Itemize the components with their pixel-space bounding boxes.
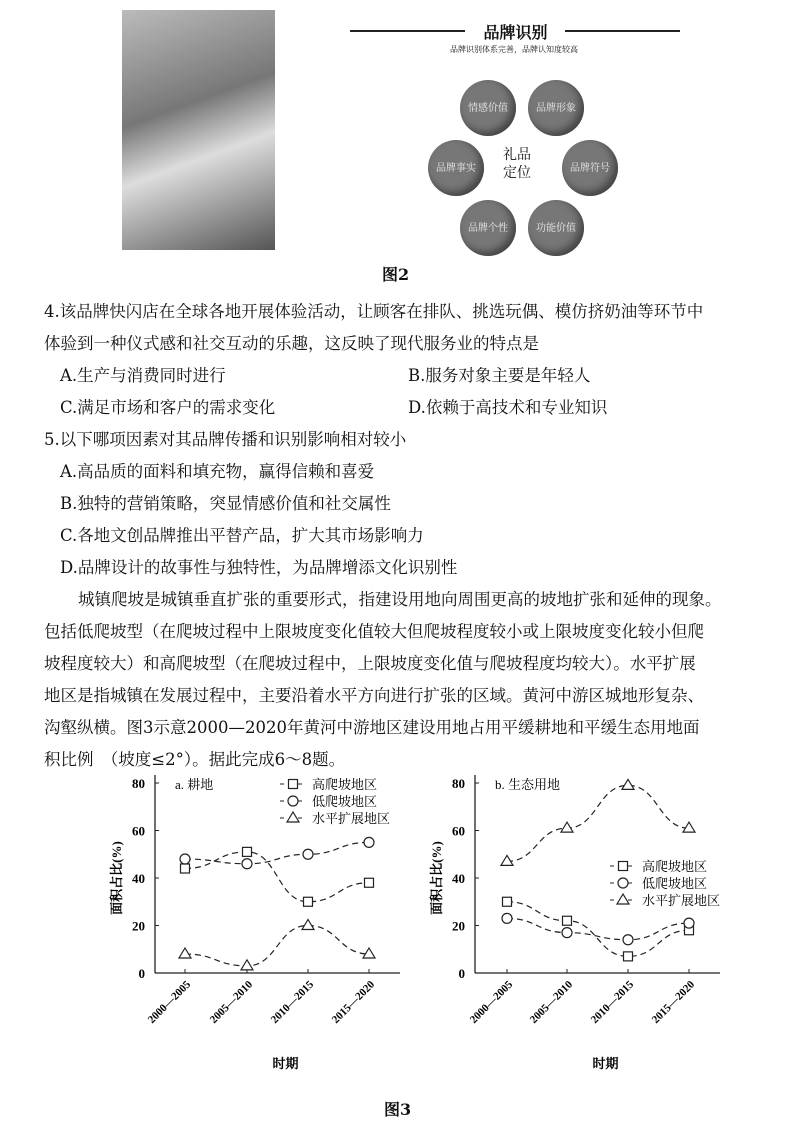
- series-line-square: [507, 902, 689, 957]
- data-point-square: [365, 878, 374, 887]
- data-point-triangle: [683, 822, 695, 832]
- brand-diagram: [350, 18, 680, 258]
- q4-stem: 体验到一种仪式感和社交互动的乐趣，这反映了现代服务业的特点是: [44, 334, 539, 353]
- y-tick-label: 20: [452, 918, 465, 934]
- data-point-triangle: [622, 779, 634, 789]
- legend-label: 高爬坡地区: [312, 777, 378, 792]
- y-tick-label: 40: [132, 871, 145, 886]
- data-point-circle: [364, 837, 374, 847]
- data-point-square: [304, 897, 313, 906]
- data-point-circle: [303, 849, 313, 859]
- legend-marker-square: [289, 780, 298, 789]
- data-point-square: [624, 952, 633, 961]
- data-point-square: [563, 916, 572, 925]
- y-tick-label: 80: [132, 776, 145, 791]
- passage-line: 城镇爬坡是城镇垂直扩张的重要形式，指建设用地向周围更高的坡地扩张和延伸的现象。: [78, 590, 722, 609]
- y-axis-label: 面积占比(%): [109, 841, 124, 915]
- x-tick-label: 2005—2010: [527, 978, 576, 1027]
- node-brand-personality: 品牌个性: [460, 200, 516, 256]
- q5-stem: 5.以下哪项因素对其品牌传播和识别影响相对较小: [44, 430, 407, 449]
- x-tick-label: 2000—2005: [145, 978, 194, 1027]
- data-point-triangle: [501, 855, 513, 865]
- legend-label: 水平扩展地区: [312, 811, 391, 826]
- legend-marker-triangle: [617, 894, 629, 904]
- chart-title: b. 生态用地: [495, 777, 561, 792]
- data-point-square: [181, 864, 190, 873]
- y-tick-label: 0: [138, 966, 145, 981]
- q5-option-a: A.高品质的面料和填充物，赢得信赖和喜爱: [60, 462, 375, 481]
- legend-marker-circle: [618, 878, 628, 888]
- figure3-charts: [0, 760, 800, 1090]
- data-point-triangle: [561, 822, 573, 832]
- data-point-square: [503, 897, 512, 906]
- data-point-circle: [180, 854, 190, 864]
- figure2-caption: 图2: [382, 265, 410, 284]
- y-tick-label: 80: [452, 776, 465, 791]
- x-tick-label: 2015—2020: [649, 978, 698, 1027]
- diagram-subtitle: 品牌识别体系完善，品牌认知度较高: [450, 45, 578, 54]
- node-brand-symbol: 品牌符号: [562, 140, 618, 196]
- data-point-circle: [684, 918, 694, 928]
- data-point-triangle: [179, 948, 191, 958]
- data-point-circle: [562, 928, 572, 938]
- x-tick-label: 2010—2015: [588, 978, 637, 1027]
- q4-stem: 4.该品牌快闪店在全球各地开展体验活动，让顾客在排队、挑选玩偶、模仿挤奶油等环节中: [44, 302, 704, 321]
- flower-doll-photo: [122, 10, 275, 250]
- x-tick-label: 2015—2020: [329, 978, 378, 1027]
- node-emotional-value: 情感价值: [460, 80, 516, 136]
- series-line-triangle: [507, 785, 689, 861]
- y-tick-label: 0: [458, 966, 465, 981]
- data-point-circle: [502, 913, 512, 923]
- series-line-circle: [507, 918, 689, 939]
- data-point-triangle: [302, 920, 314, 930]
- divider: [565, 30, 680, 32]
- x-tick-label: 2005—2010: [207, 978, 256, 1027]
- passage-line: 包括低爬坡型（在爬坡过程中上限坡度变化值较大但爬坡程度较小或上限坡度变化较小但爬: [44, 622, 704, 641]
- series-line-triangle: [185, 926, 369, 966]
- divider: [350, 30, 465, 32]
- y-tick-label: 60: [132, 823, 145, 839]
- q5-option-d: D.品牌设计的故事性与独特性，为品牌增添文化识别性: [60, 558, 458, 577]
- passage-line: 坡程度较大）和高爬坡型（在爬坡过程中，上限坡度变化值与爬坡程度均较大）。水平扩展: [44, 654, 696, 673]
- passage-line: 地区是指城镇在发展过程中，主要沿着水平方向进行扩张的区域。黄河中游区城地形复杂、: [44, 686, 704, 705]
- chart-title: a. 耕地: [175, 777, 214, 792]
- passage-line: 沟壑纵横。图3示意2000—2020年黄河中游地区建设用地占用平缓耕地和平缓生态用地面: [44, 718, 700, 737]
- x-tick-label: 2010—2015: [268, 978, 317, 1027]
- series-line-circle: [185, 842, 369, 863]
- q4-option-d: D.依赖于高技术和专业知识: [408, 398, 608, 417]
- passage-line: 积比例 （坡度≤2°）。据此完成6～8题。: [44, 750, 346, 769]
- legend-label: 低爬坡地区: [642, 876, 708, 891]
- diagram-title: 品牌识别: [483, 23, 548, 42]
- q4-option-a: A.生产与消费同时进行: [60, 366, 226, 385]
- legend-label: 低爬坡地区: [312, 794, 378, 809]
- data-point-circle: [623, 935, 633, 945]
- q4-option-c: C.满足市场和客户的需求变化: [60, 398, 276, 417]
- y-axis-label: 面积占比(%): [429, 841, 444, 915]
- legend-marker-square: [619, 862, 628, 871]
- node-function-value: 功能价值: [528, 200, 584, 256]
- q4-option-b: B.服务对象主要是年轻人: [408, 366, 591, 385]
- data-point-triangle: [241, 960, 253, 970]
- legend-label: 高爬坡地区: [642, 859, 708, 874]
- legend-marker-triangle: [287, 812, 299, 822]
- x-axis-label: 时期: [272, 1056, 299, 1071]
- legend-label: 水平扩展地区: [642, 893, 721, 908]
- figure3-caption: 图3: [384, 1100, 412, 1119]
- x-tick-label: 2000—2005: [467, 978, 516, 1027]
- data-point-square: [243, 847, 252, 856]
- y-tick-label: 60: [452, 823, 465, 839]
- node-brand-image: 品牌形象: [528, 80, 584, 136]
- diagram-center: 礼品定位: [503, 147, 531, 181]
- q5-option-b: B.独特的营销策略，突显情感价值和社交属性: [60, 494, 391, 513]
- node-brand-fact: 品牌事实: [428, 140, 484, 196]
- data-point-circle: [242, 859, 252, 869]
- q5-option-c: C.各地文创品牌推出平替产品，扩大其市场影响力: [60, 526, 424, 545]
- data-point-triangle: [363, 948, 375, 958]
- y-tick-label: 40: [452, 871, 465, 886]
- legend-marker-circle: [288, 796, 298, 806]
- y-tick-label: 20: [132, 918, 145, 934]
- x-axis-label: 时期: [592, 1056, 619, 1071]
